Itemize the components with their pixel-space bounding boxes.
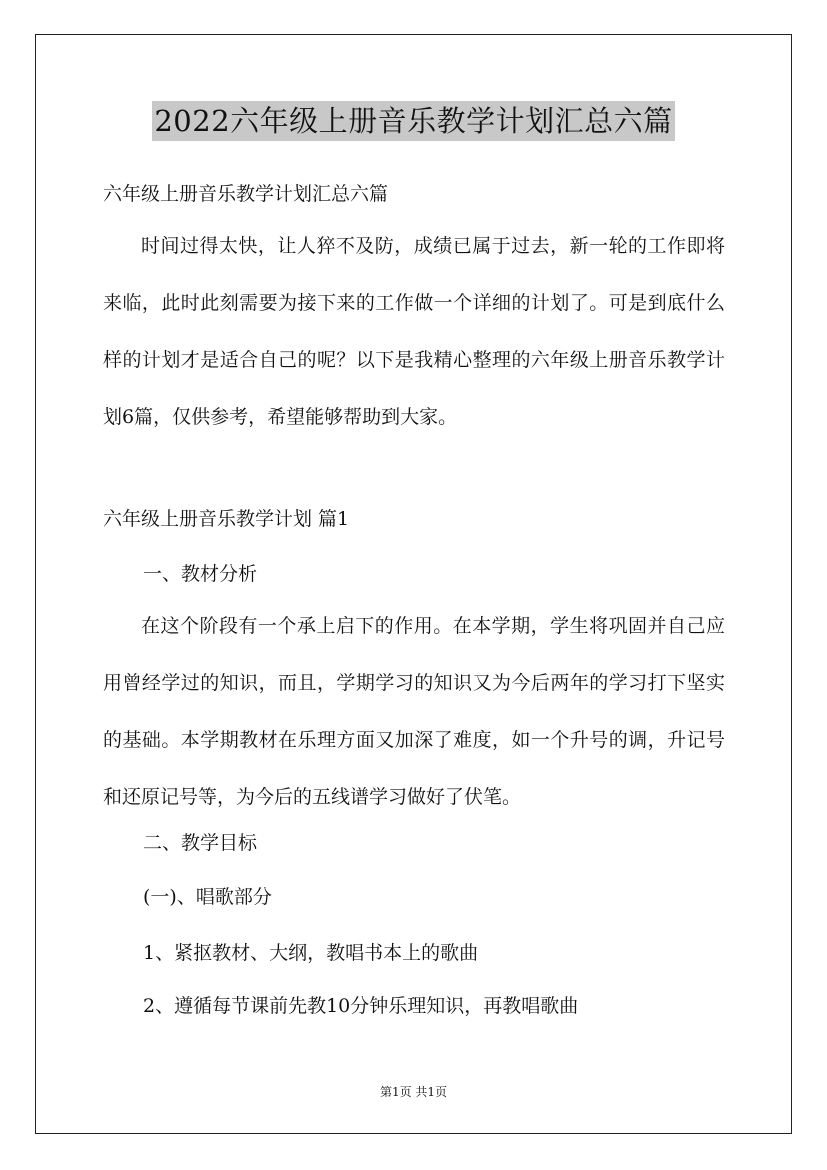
list-item: 2、遵循每节课前先教10分钟乐理知识，再教唱歌曲 <box>143 995 579 1017</box>
document-subtitle: 六年级上册音乐教学计划汇总六篇 <box>103 183 389 205</box>
section-title: 六年级上册音乐教学计划 篇1 <box>103 508 350 530</box>
textbook-analysis-paragraph: 在这个阶段有一个承上启下的作用。在本学期，学生将巩固并自己应用曾经学过的知识，而且，学期学习的知识又为今后两年的学习打下坚实的基础。本学期教材在乐理方面又加深了难度，如一个升号的调，升记号和还原记号等，为今后的五线谱学习做好了伏笔。 <box>103 615 725 808</box>
intro-paragraph: 时间过得太快，让人猝不及防，成绩已属于过去，新一轮的工作即将来临，此时此刻需要为接下来的工作做一个详细的计划了。可是到底什么样的计划才是适合自己的呢？以下是我精心整理的六年级上册音乐教学计划6篇，仅供参考，希望能够帮助到大家。 <box>103 235 725 428</box>
page-footer: 第1页 共1页 <box>379 1085 448 1099</box>
heading-singing-part: (一)、唱歌部分 <box>143 886 272 908</box>
heading-teaching-goals: 二、教学目标 <box>143 832 258 854</box>
document-title-text: 2022六年级上册音乐教学计划汇总六篇 <box>152 101 674 141</box>
heading-textbook-analysis: 一、教材分析 <box>143 563 258 585</box>
list-item: 1、紧抠教材、大纲，教唱书本上的歌曲 <box>143 942 479 964</box>
document-title <box>0 100 827 140</box>
